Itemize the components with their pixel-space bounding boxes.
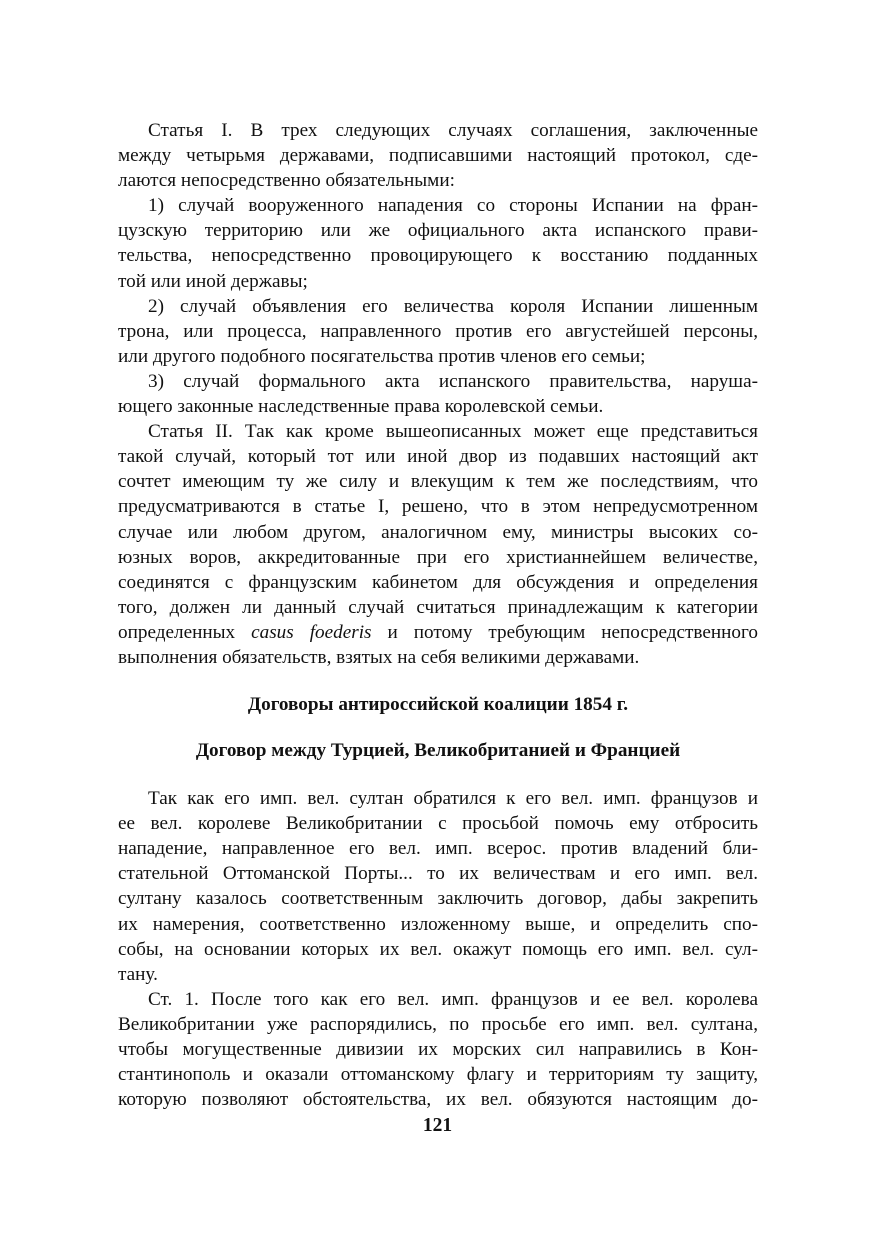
text-fragment: и потому требующим непосредственного (387, 621, 758, 643)
text-line: ее вел. королеве Великобритании с просьбой помочь ему отбросить (118, 813, 758, 835)
text-line: которую позволяют обстоятельства, их вел. обязуются настоящим до- (118, 1089, 758, 1111)
text-line: ющего законные наследственные права королевской семьи. (118, 396, 604, 418)
text-line: Великобритании уже распорядились, по просьбе его имп. вел. султана, (118, 1013, 758, 1035)
text-line: нападение, направленное его вел. имп. всерос. против владений бли- (118, 838, 758, 860)
text-line: случае или любом другом, аналогичном ему, министры высоких со- (118, 521, 758, 543)
text-line: 1) случай вооруженного нападения со стороны Испании на фран- (148, 195, 758, 217)
treaty-text-section (118, 786, 758, 1112)
protocol-text-section (118, 118, 758, 670)
paragraph (118, 118, 758, 193)
paragraph (118, 369, 758, 419)
text-line: Статья II. Так как кроме вышеописанных может еще представиться (148, 421, 758, 443)
latin-term: casus foederis (251, 621, 372, 643)
text-line: юзных воров, аккредитованные при его христианнейшем величестве, (118, 546, 758, 568)
text-line: тельства, непосредственно провоцирующего к восстанию подданных (118, 245, 758, 267)
text-line: такой случай, который тот или иной двор из подавших настоящий акт (118, 446, 758, 468)
text-line: того, должен ли данный случай считаться принадлежащим к категории (118, 596, 758, 618)
text-line: или другого подобного посягательства против членов его семьи; (118, 345, 646, 367)
text-line: 3) случай формального акта испанского правительства, наруша- (148, 370, 758, 392)
text-line: Ст. 1. После того как его вел. имп. французов и ее вел. королева (148, 988, 758, 1010)
text-line: трона, или процесса, направленного против его августейшей персоны, (118, 320, 758, 342)
text-line: стантинополь и оказали оттоманскому флагу и территориям ту защиту, (118, 1064, 758, 1086)
subsection-heading: Договор между Турцией, Великобританией и Францией (195, 740, 681, 762)
text-line: лаются непосредственно обязательными: (118, 170, 455, 192)
paragraph (118, 294, 758, 369)
text-line: тану. (118, 963, 158, 985)
text-line: стательной Оттоманской Порты... то их величествам и его имп. вел. (118, 863, 758, 885)
paragraph (118, 193, 758, 293)
text-line: сочтет имеющим ту же силу и влекущим к тем же последствиям, что (118, 471, 758, 493)
document-page (118, 118, 758, 1112)
text-line: султану казалось соответственным заключить договор, дабы закрепить (118, 888, 758, 910)
paragraph (118, 786, 758, 987)
text-line: предусматриваются в статье I, решено, что в этом непредусмотренном (118, 496, 758, 518)
paragraph (118, 419, 758, 670)
text-line: выполнения обязательств, взятых на себя великими державами. (118, 646, 640, 668)
text-line: Статья I. В трех следующих случаях соглашения, заключенные (148, 120, 758, 141)
text-line: между четырьмя державами, подписавшими настоящий протокол, сде- (118, 145, 758, 167)
text-line: собы, на основании которых их вел. окажут помощь его имп. вел. сул- (118, 938, 758, 960)
text-line: 2) случай объявления его величества короля Испании лишенным (148, 295, 758, 317)
text-line: Так как его имп. вел. султан обратился к его вел. имп. французов и (148, 788, 758, 810)
text-line: цузскую территорию или же официального акта испанского прави- (118, 220, 758, 242)
text-line: той или иной державы; (118, 270, 308, 292)
text-line: соединятся с французским кабинетом для обсуждения и определения (118, 571, 758, 593)
section-heading: Договоры антироссийской коалиции 1854 г. (247, 694, 629, 716)
paragraph (118, 987, 758, 1112)
text-line: чтобы могущественные дивизии их морских сил направились в Кон- (118, 1039, 758, 1060)
page-number: 121 (422, 1115, 453, 1136)
text-line: их намерения, соответственно изложенному выше, и определить спо- (118, 913, 758, 935)
text-fragment: определенных (118, 621, 236, 643)
text-line-with-italic (118, 620, 758, 645)
